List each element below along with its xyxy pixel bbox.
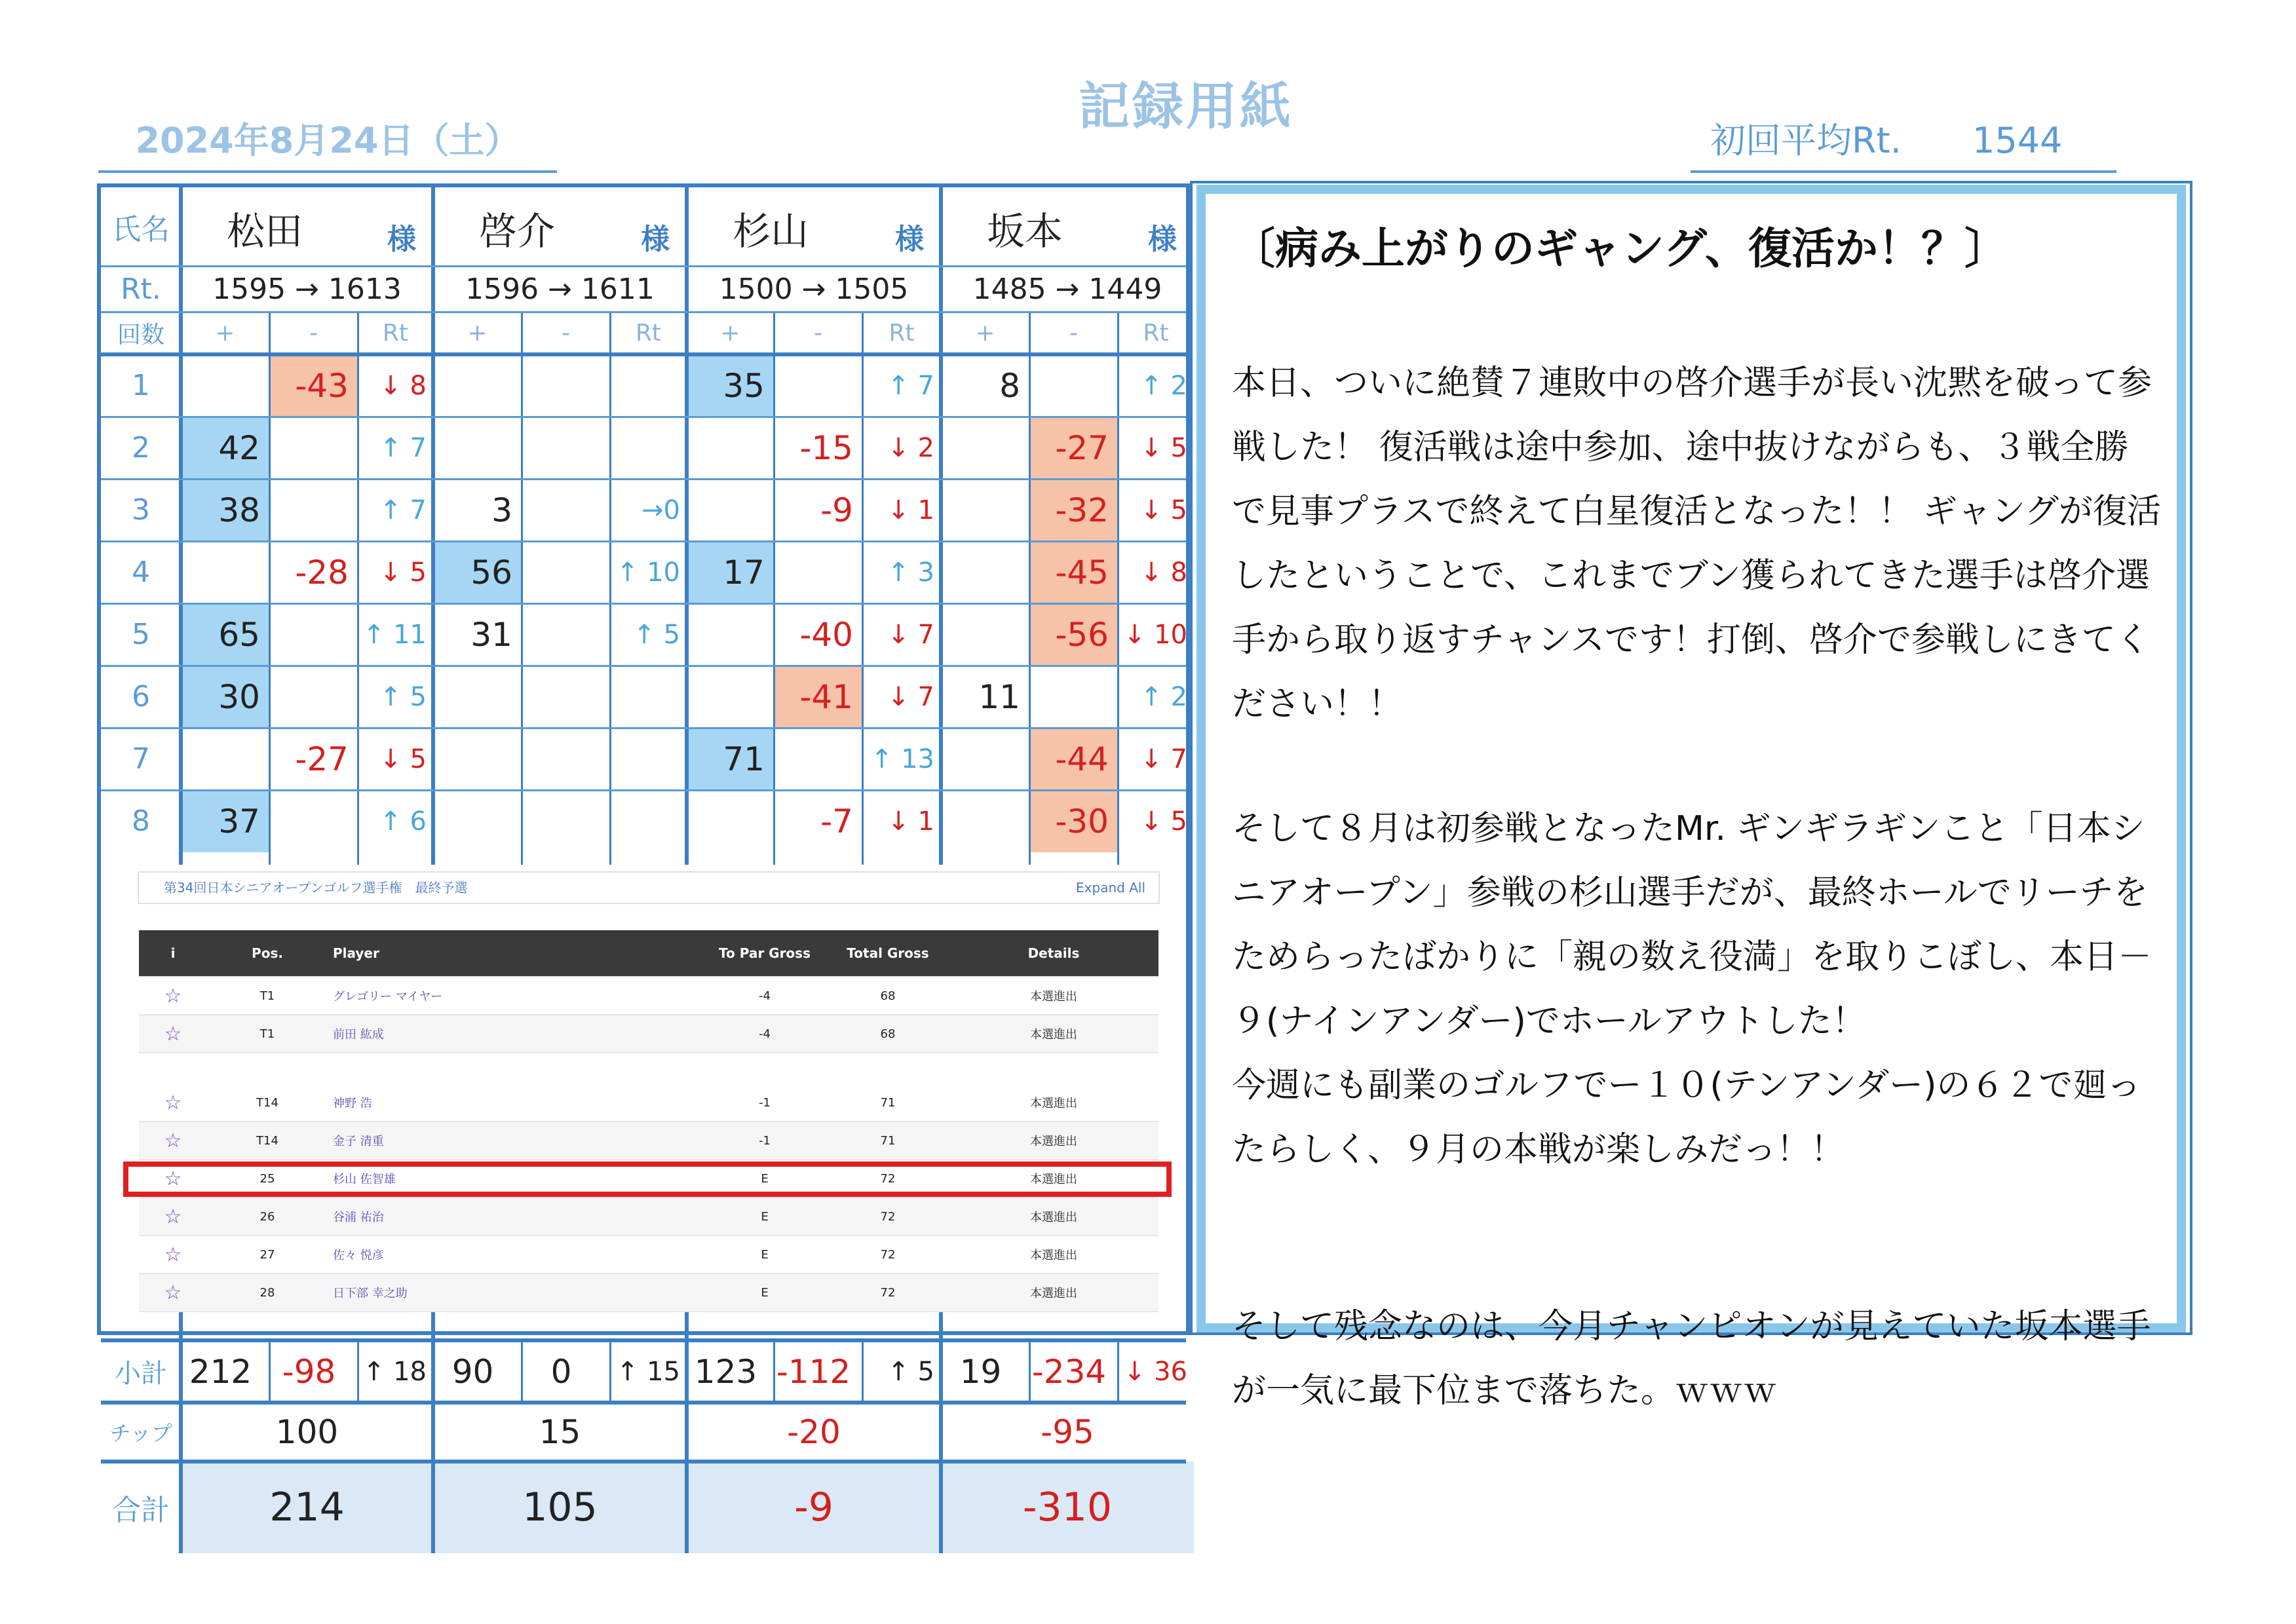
round-number: 8 bbox=[132, 804, 150, 838]
leaderboard-row[interactable] bbox=[139, 1015, 1158, 1053]
plus-score bbox=[687, 603, 774, 666]
star-icon[interactable]: ☆ bbox=[139, 1015, 207, 1053]
total-cell: 68 bbox=[827, 1015, 949, 1053]
plus-score: 8 bbox=[999, 366, 1020, 405]
plus-score bbox=[181, 728, 269, 790]
grid-line bbox=[101, 478, 1186, 480]
round-number: 3 bbox=[132, 493, 150, 527]
minus-score bbox=[522, 603, 610, 666]
label-total: 合計 bbox=[112, 1494, 170, 1527]
topar-cell: E bbox=[702, 1236, 827, 1274]
col-pos[interactable]: Pos. bbox=[207, 930, 328, 977]
plus-score bbox=[687, 666, 774, 728]
total-cell: 72 bbox=[827, 1198, 949, 1236]
grid-line bbox=[101, 665, 1186, 667]
minus-score: -9 bbox=[820, 491, 853, 529]
sub-header-plus: + bbox=[720, 320, 740, 347]
topar-cell: -1 bbox=[702, 1122, 827, 1160]
player-rating: 1596 → 1611 bbox=[465, 272, 655, 306]
star-icon[interactable]: ☆ bbox=[139, 1198, 207, 1236]
subtotal-minus: 0 bbox=[550, 1352, 572, 1391]
plus-score bbox=[687, 479, 774, 541]
story-paragraph-2: そして８月は初参戦となったMr. ギンギラギンこと「日本シニアオープン」参戦の杉山選手だが、最終ホールでリーチをためらったばかりに「親の数え役満」を取りこぼし、本日－９(ナインアンダー)でホールアウトした！ 今週にも副業のゴルフでー１０(テンアンダー)の６２で廻ったらしく、９月の本戦が楽しみだっ！！ bbox=[1232, 809, 2152, 1169]
topar-cell: E bbox=[702, 1160, 827, 1198]
grid-line bbox=[1117, 1340, 1119, 1403]
rating-change: ↓ 8 bbox=[379, 370, 427, 401]
minus-score bbox=[522, 790, 610, 852]
story-title: 〔病み上がりのギャング、復活か！？〕 bbox=[1232, 223, 2008, 274]
plus-score bbox=[433, 666, 522, 728]
grid-line bbox=[101, 603, 1186, 605]
col-total[interactable]: Total Gross bbox=[827, 930, 949, 977]
average-rating-label: 初回平均Rt. bbox=[1710, 120, 1902, 161]
minus-score: -30 bbox=[1029, 790, 1118, 852]
rating-change bbox=[610, 417, 687, 479]
minus-score bbox=[522, 417, 610, 479]
sub-header-plus: + bbox=[215, 320, 235, 347]
subtotal-rating: ↑ 15 bbox=[616, 1356, 680, 1387]
leaderboard-header bbox=[138, 871, 1160, 904]
topar-cell: -1 bbox=[702, 1084, 827, 1122]
minus-score bbox=[522, 541, 610, 603]
minus-score: -27 bbox=[1029, 417, 1118, 479]
player-name: 杉山 bbox=[733, 209, 809, 254]
minus-score bbox=[522, 666, 610, 728]
details-cell: 本選進出 bbox=[949, 1198, 1158, 1236]
rating-change: ↑ 10 bbox=[616, 557, 680, 588]
sub-header-minus: - bbox=[309, 320, 318, 347]
plus-score bbox=[433, 790, 522, 852]
rating-change: →0 bbox=[641, 495, 680, 525]
grid-line bbox=[101, 789, 1186, 791]
plus-score: 42 bbox=[181, 417, 269, 479]
details-cell: 本選進出 bbox=[949, 1122, 1158, 1160]
topar-cell: E bbox=[702, 1274, 827, 1312]
sub-header-minus: - bbox=[814, 320, 822, 347]
minus-score: -7 bbox=[820, 802, 853, 840]
round-number: 1 bbox=[132, 369, 150, 402]
total-cell: 68 bbox=[827, 977, 949, 1015]
plus-score bbox=[687, 790, 774, 852]
minus-score bbox=[1029, 666, 1118, 728]
plus-score: 35 bbox=[687, 354, 774, 417]
chip-value: -95 bbox=[1041, 1413, 1094, 1451]
pos-cell: T14 bbox=[207, 1122, 328, 1160]
plus-score: 3 bbox=[491, 491, 512, 529]
player-rating: 1595 → 1613 bbox=[212, 272, 402, 306]
grid-line bbox=[357, 1340, 359, 1403]
grid-line bbox=[101, 1401, 1186, 1405]
details-cell: 本選進出 bbox=[949, 1084, 1158, 1122]
details-cell: 本選進出 bbox=[949, 1274, 1158, 1312]
minus-score bbox=[774, 354, 862, 417]
minus-score: -27 bbox=[295, 740, 349, 778]
plus-score bbox=[433, 417, 522, 479]
rating-change bbox=[610, 354, 687, 417]
rating-change: ↑ 3 bbox=[887, 557, 934, 588]
round-number: 7 bbox=[132, 742, 150, 776]
grid-line bbox=[269, 1340, 271, 1403]
rating-change: ↓ 5 bbox=[379, 557, 427, 588]
subtotal-plus: 19 bbox=[959, 1352, 1002, 1391]
sub-header-minus: - bbox=[562, 320, 570, 347]
subtotal-plus: 90 bbox=[451, 1352, 494, 1391]
leaderboard-row[interactable] bbox=[139, 977, 1158, 1015]
pos-cell: T1 bbox=[207, 977, 328, 1015]
grid-line bbox=[773, 312, 775, 869]
total-value: -310 bbox=[941, 1462, 1194, 1553]
rating-change: ↓ 5 bbox=[379, 744, 427, 774]
details-cell: 本選進出 bbox=[949, 977, 1158, 1015]
label-chip: チップ bbox=[109, 1421, 172, 1446]
plus-score: 31 bbox=[470, 615, 512, 654]
grid-line bbox=[269, 312, 271, 869]
sub-header-plus: + bbox=[975, 320, 995, 347]
leaderboard-row[interactable] bbox=[139, 1122, 1158, 1160]
grid-line bbox=[773, 1340, 775, 1403]
minus-score bbox=[522, 479, 610, 541]
chip-value: 100 bbox=[275, 1413, 339, 1451]
pos-cell: 28 bbox=[207, 1274, 328, 1312]
grid-line bbox=[101, 1460, 1186, 1463]
player-name: 啓介 bbox=[479, 209, 556, 254]
honorific-label: 様 bbox=[641, 223, 670, 256]
star-icon[interactable]: ☆ bbox=[139, 977, 207, 1015]
rating-change: ↑ 5 bbox=[633, 619, 680, 650]
grid-line bbox=[862, 1340, 864, 1403]
rating-change: ↑ 7 bbox=[379, 495, 427, 525]
sub-header-rt: Rt bbox=[382, 320, 409, 347]
player-rating: 1485 → 1449 bbox=[972, 272, 1162, 306]
subtotal-rating: ↑ 5 bbox=[887, 1356, 934, 1387]
label-rt: Rt. bbox=[121, 272, 161, 306]
minus-score: -44 bbox=[1029, 728, 1118, 790]
minus-score bbox=[269, 603, 358, 666]
col-topar[interactable]: To Par Gross bbox=[702, 930, 827, 977]
details-cell: 本選進出 bbox=[949, 1236, 1158, 1274]
chip-value: -20 bbox=[787, 1413, 841, 1451]
minus-score: -40 bbox=[799, 615, 853, 654]
plus-score: 65 bbox=[181, 603, 269, 666]
player-cell[interactable]: 前田 紘成 bbox=[328, 1015, 702, 1053]
plus-score: 38 bbox=[181, 479, 269, 541]
honorific-label: 様 bbox=[387, 223, 416, 256]
info-icon: i bbox=[139, 930, 207, 977]
grid-line bbox=[609, 312, 611, 869]
grid-line bbox=[101, 265, 1186, 267]
minus-score: -28 bbox=[295, 553, 349, 592]
plus-score bbox=[941, 541, 1029, 603]
sub-header-rt: Rt bbox=[889, 320, 915, 347]
round-number: 6 bbox=[132, 680, 150, 713]
minus-score: -56 bbox=[1029, 603, 1118, 666]
rating-change: ↓ 5 bbox=[1140, 806, 1187, 837]
subtotal-plus: 212 bbox=[189, 1352, 252, 1391]
rating-change: ↑ 2 bbox=[1140, 370, 1187, 401]
total-cell: 72 bbox=[827, 1160, 949, 1198]
grid-line bbox=[101, 1338, 1186, 1342]
minus-score bbox=[269, 790, 358, 852]
leaderboard-row[interactable] bbox=[139, 1198, 1158, 1236]
subtotal-minus: -112 bbox=[776, 1352, 851, 1391]
plus-score: 56 bbox=[433, 541, 522, 603]
page-title: 記録用紙 bbox=[1078, 77, 1293, 136]
player-cell[interactable]: 日下部 幸之助 bbox=[328, 1274, 702, 1312]
rating-change: ↑ 7 bbox=[379, 432, 427, 463]
minus-score bbox=[774, 728, 862, 790]
subtotal-plus: 123 bbox=[694, 1352, 757, 1391]
grid-line bbox=[101, 727, 1186, 729]
pos-cell: 26 bbox=[207, 1198, 328, 1236]
story-paragraph-3: そして残念なのは、今月チャンピオンが見えていた坂本選手が一気に最下位まで落ちた。ｗｗｗ bbox=[1232, 1307, 2151, 1410]
total-cell: 71 bbox=[827, 1084, 949, 1122]
leaderboard-row[interactable] bbox=[139, 1274, 1158, 1312]
sub-header-rt: Rt bbox=[1143, 320, 1169, 347]
rating-change bbox=[610, 790, 687, 852]
pos-cell: 25 bbox=[207, 1160, 328, 1198]
player-name: 坂本 bbox=[987, 209, 1063, 254]
rating-change: ↓ 7 bbox=[1140, 744, 1187, 774]
grid-line bbox=[101, 352, 1186, 356]
plus-score bbox=[181, 541, 269, 603]
grid-line bbox=[521, 1340, 523, 1403]
rating-change bbox=[610, 728, 687, 790]
rating-change: ↑ 11 bbox=[362, 619, 427, 650]
rating-change: ↑ 2 bbox=[1140, 681, 1187, 712]
leaderboard-table-top bbox=[139, 930, 1158, 1053]
highlight-box bbox=[123, 1161, 1172, 1197]
player-cell[interactable]: 金子 清重 bbox=[328, 1122, 702, 1160]
details-cell: 本選進出 bbox=[949, 1160, 1158, 1198]
details-cell: 本選進出 bbox=[949, 1015, 1158, 1053]
minus-score bbox=[522, 728, 610, 790]
story-panel bbox=[1196, 185, 2186, 1410]
sub-header-plus: + bbox=[467, 320, 488, 347]
subtotal-minus: -234 bbox=[1031, 1352, 1107, 1391]
sub-header-rt: Rt bbox=[635, 320, 662, 347]
col-player[interactable]: Player bbox=[328, 930, 702, 977]
rating-change: ↓ 7 bbox=[887, 619, 934, 650]
col-details[interactable]: Details bbox=[949, 930, 1158, 977]
plus-score: 17 bbox=[687, 541, 774, 603]
topar-cell: -4 bbox=[702, 1015, 827, 1053]
minus-score bbox=[269, 417, 358, 479]
pos-cell: T14 bbox=[207, 1084, 328, 1122]
minus-score: -41 bbox=[774, 666, 862, 728]
rating-change: ↓ 2 bbox=[887, 432, 934, 463]
star-icon[interactable]: ☆ bbox=[139, 1274, 207, 1312]
minus-score: -43 bbox=[269, 354, 358, 417]
topar-cell: E bbox=[702, 1198, 827, 1236]
minus-score bbox=[1029, 354, 1118, 417]
rating-change bbox=[610, 666, 687, 728]
honorific-label: 様 bbox=[895, 223, 924, 256]
total-cell: 72 bbox=[827, 1236, 949, 1274]
chip-value: 15 bbox=[539, 1413, 581, 1451]
subtotal-minus: -98 bbox=[282, 1352, 336, 1391]
rating-change: ↓ 10 bbox=[1123, 619, 1187, 650]
plus-score bbox=[941, 479, 1029, 541]
grid-line bbox=[1117, 312, 1119, 869]
plus-score bbox=[433, 728, 522, 790]
plus-score bbox=[941, 728, 1029, 790]
player-rating: 1500 → 1505 bbox=[719, 272, 909, 306]
minus-score: -32 bbox=[1029, 479, 1118, 541]
round-number: 2 bbox=[132, 431, 150, 464]
plus-score: 71 bbox=[687, 728, 774, 790]
round-number: 4 bbox=[132, 556, 150, 589]
plus-score bbox=[941, 790, 1029, 852]
date-field: 2024年8月24日（土） bbox=[98, 111, 557, 173]
grid-line bbox=[609, 1340, 611, 1403]
plus-score bbox=[941, 417, 1029, 479]
leaderboard-screenshot bbox=[124, 865, 1186, 1310]
player-name: 松田 bbox=[227, 209, 303, 254]
minus-score bbox=[522, 354, 610, 417]
grid-line bbox=[521, 312, 523, 869]
minus-score: -45 bbox=[1029, 541, 1118, 603]
plus-score bbox=[181, 354, 269, 417]
minus-score: -15 bbox=[799, 428, 853, 467]
rating-change: ↓ 8 bbox=[1140, 557, 1187, 588]
topar-cell: -4 bbox=[702, 977, 827, 1015]
minus-score bbox=[269, 479, 358, 541]
plus-score: 37 bbox=[181, 790, 269, 852]
plus-score bbox=[941, 603, 1029, 666]
rating-change: ↑ 13 bbox=[870, 744, 934, 774]
subtotal-rating: ↓ 36 bbox=[1123, 1356, 1187, 1387]
rating-change: ↑ 5 bbox=[379, 681, 427, 712]
leaderboard-table-bottom bbox=[139, 1084, 1158, 1312]
plus-score bbox=[687, 417, 774, 479]
leaderboard-title: 第34回日本シニアオープンゴルフ選手権 最終予選 bbox=[164, 880, 468, 896]
player-cell[interactable]: 谷浦 祐治 bbox=[328, 1198, 702, 1236]
leaderboard-row[interactable] bbox=[139, 1084, 1158, 1122]
player-cell[interactable]: グレゴリー マイヤー bbox=[328, 977, 702, 1015]
total-cell: 71 bbox=[827, 1122, 949, 1160]
star-icon[interactable]: ☆ bbox=[139, 1122, 207, 1160]
honorific-label: 様 bbox=[1148, 223, 1177, 256]
subtotal-rating: ↑ 18 bbox=[362, 1356, 427, 1387]
rating-change: ↓ 1 bbox=[887, 806, 934, 837]
minus-score bbox=[774, 541, 862, 603]
rating-change: ↑ 7 bbox=[887, 370, 934, 401]
story-paragraph-1: 本日、ついに絶賛７連敗中の啓介選手が長い沈黙を破って参戦した！ 復活戦は途中参加、途中抜けながらも、３戦全勝で見事プラスで終えて白星復活となった！！ ギャングが復活したということで、これまでブン獲られてきた選手は啓介選手から取り返すチャンスです！打倒、啓介で参戦しにきてください！！ bbox=[1232, 364, 2161, 724]
sub-header-minus: - bbox=[1069, 320, 1078, 347]
rating-change: ↑ 6 bbox=[379, 806, 427, 837]
grid-line bbox=[1029, 312, 1031, 869]
rating-change: ↓ 7 bbox=[887, 681, 934, 712]
rating-change: ↓ 5 bbox=[1140, 495, 1187, 525]
label-subtotal: 小計 bbox=[115, 1359, 167, 1389]
plus-score bbox=[433, 354, 522, 417]
star-icon[interactable]: ☆ bbox=[139, 1236, 207, 1274]
rating-change: ↓ 1 bbox=[887, 495, 934, 525]
total-value: 105 bbox=[433, 1462, 687, 1553]
plus-score: 11 bbox=[978, 677, 1020, 716]
grid-line bbox=[101, 311, 1186, 313]
grid-line bbox=[357, 312, 359, 869]
total-cell: 72 bbox=[827, 1274, 949, 1312]
average-rating-value: 1544 bbox=[1972, 120, 2063, 161]
plus-score: 30 bbox=[181, 666, 269, 728]
label-name: 氏名 bbox=[112, 213, 170, 246]
average-rating bbox=[1691, 111, 2116, 173]
leaderboard-row[interactable] bbox=[139, 1236, 1158, 1274]
grid-line bbox=[101, 416, 1186, 418]
player-cell[interactable]: 神野 浩 bbox=[328, 1084, 702, 1122]
player-cell[interactable]: 佐々 悦彦 bbox=[328, 1236, 702, 1274]
grid-line bbox=[101, 540, 1186, 542]
grid-line bbox=[1029, 1340, 1031, 1403]
expand-all-link[interactable]: Expand All bbox=[1076, 880, 1145, 896]
player-cell[interactable]: 杉山 佐智雄 bbox=[328, 1160, 702, 1198]
grid-line bbox=[862, 312, 864, 869]
label-round: 回数 bbox=[117, 322, 164, 349]
pos-cell: 27 bbox=[207, 1236, 328, 1274]
rating-change: ↓ 5 bbox=[1140, 432, 1187, 463]
total-value: -9 bbox=[687, 1462, 941, 1553]
total-value: 214 bbox=[181, 1462, 433, 1553]
pos-cell: T1 bbox=[207, 1015, 328, 1053]
minus-score bbox=[269, 666, 358, 728]
star-icon[interactable]: ☆ bbox=[139, 1084, 207, 1122]
round-number: 5 bbox=[132, 618, 150, 651]
star-icon[interactable]: ☆ bbox=[139, 1160, 207, 1198]
